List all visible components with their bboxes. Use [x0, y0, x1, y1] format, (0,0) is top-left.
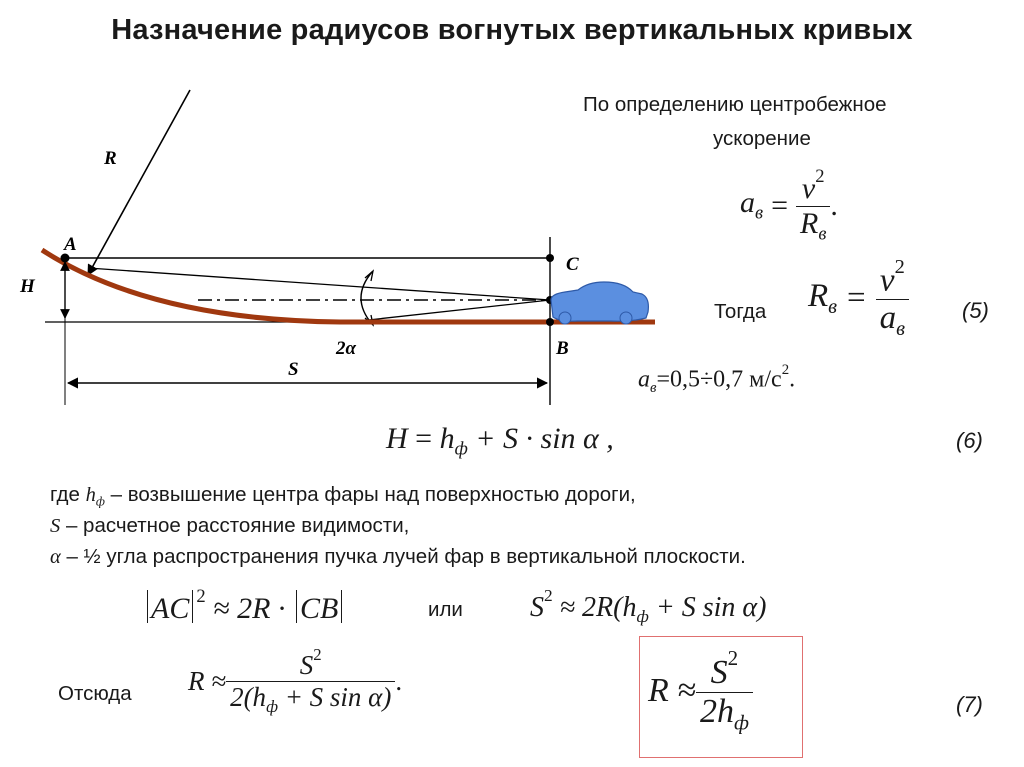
- formula-chord: AC $^2$ ≈ 2R · CB: [144, 586, 345, 626]
- hence-label: Отсюда: [58, 682, 132, 705]
- accel-range: $a_в=0,5\div 0,7$ $м/с^2$.: [638, 362, 796, 396]
- equation-number-5: (5): [962, 298, 989, 323]
- or-label: или: [428, 598, 463, 621]
- then-label: Тогда: [714, 300, 767, 323]
- label-h: H: [20, 276, 35, 297]
- angle-arc: [361, 272, 372, 324]
- label-c: C: [566, 254, 579, 275]
- label-r: R: [104, 148, 117, 169]
- point-b: [546, 318, 554, 326]
- formula-radius: $R_в$ = $\frac{v^2}{a_в}$: [808, 256, 909, 342]
- equation-number-6: (6): [956, 428, 983, 453]
- definition-alpha: α – ½ угла распространения пучка лучей фар в вертикальной плоскости.: [50, 545, 746, 568]
- definition-s: S – расчетное расстояние видимости,: [50, 514, 410, 537]
- intro-line-1: По определению центробежное: [583, 93, 887, 116]
- vertical-curve-diagram: [0, 80, 670, 420]
- equation-number-7: (7): [956, 692, 983, 717]
- formula-s-squared: $S^2 \approx 2R(h_ф + S$ sin α): [530, 586, 767, 626]
- beam-lower: [350, 300, 550, 322]
- point-c: [546, 254, 554, 262]
- label-2alpha: 2α: [336, 338, 357, 359]
- label-b: B: [556, 338, 569, 359]
- formula-radius-full: R ≈ $\frac{S^2}{2(h_ф + S \sin \alpha)}$ .: [188, 645, 403, 717]
- radius-arrow: [88, 90, 190, 275]
- definition-h: где $h_ф$ – возвышение центра фары над поверхностью дороги,: [50, 483, 636, 509]
- formula-radius-simple: R ≈ $\frac{S^2}{2h_ф}$: [648, 646, 753, 735]
- label-s: S: [288, 359, 299, 380]
- label-a: A: [64, 234, 77, 255]
- car-icon: [551, 282, 648, 324]
- formula-centripetal: $a_в$ = $\frac{v^2}{R_в}$ .: [740, 166, 838, 245]
- slide-title: Назначение радиусов вогнутых вертикальных кривых: [111, 14, 913, 46]
- beam-upper: [88, 268, 550, 300]
- intro-line-2: ускорение: [713, 127, 811, 150]
- formula-height: $H = h_ф + S \cdot \sin \alpha$ ,: [386, 422, 614, 460]
